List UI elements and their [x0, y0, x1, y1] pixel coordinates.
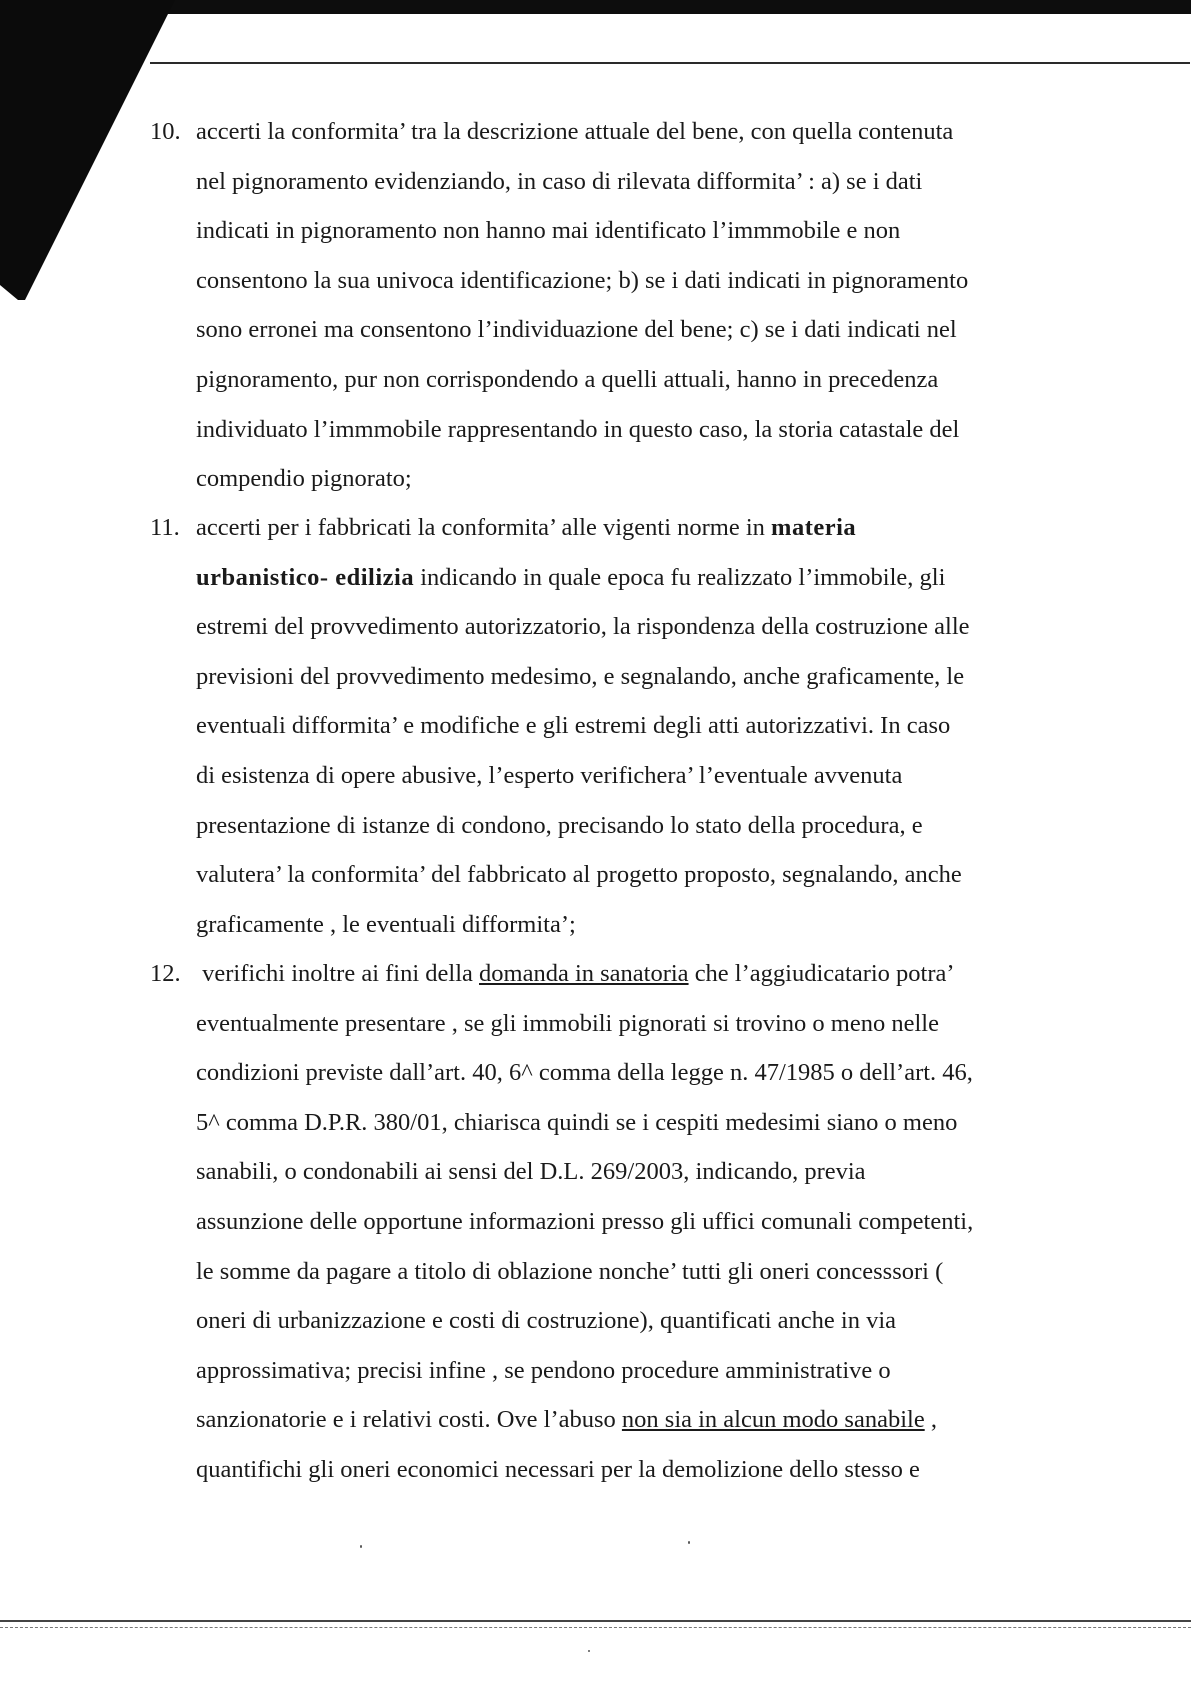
item-number: 11.	[150, 514, 180, 541]
item-12-line: assunzione delle opportune informazioni presso gli uffici comunali competenti,	[196, 1207, 974, 1235]
item-11-line: previsioni del provvedimento medesimo, e segnalando, anche graficamente, le	[196, 662, 965, 690]
scan-speck	[688, 1541, 690, 1544]
item-number: 12.	[150, 960, 181, 987]
item-12-line: oneri di urbanizzazione e costi di costruzione), quantificati anche in via	[196, 1307, 897, 1335]
underlined-term: non sia in alcun modo sanabile	[621, 1406, 925, 1434]
item-number: 10.	[150, 118, 181, 145]
item-10-line: nel pignoramento evidenziando, in caso di rilevata difformita’ : a) se i dati	[196, 167, 923, 195]
item-10-line: consentono la sua univoca identificazione; b) se i dati indicati in pignoramento	[196, 266, 969, 294]
item-12-line: eventualmente presentare , se gli immobili pignorati si trovino o meno nelle	[196, 1009, 939, 1037]
list-item-12	[150, 949, 1110, 1495]
header-rule	[150, 62, 1190, 64]
item-12-line: le somme da pagare a titolo di oblazione nonche’ tutti gli oneri concesssori (	[196, 1257, 944, 1285]
item-10-line: indicati in pignoramento non hanno mai identificato l’immmobile e non	[196, 217, 901, 245]
item-10-line: compendio pignorato;	[196, 465, 412, 493]
item-11-line: urbanistico- edilizia indicando in quale epoca fu realizzato l’immobile, gli	[196, 563, 946, 591]
scan-speck	[588, 1650, 590, 1652]
footer-rule	[0, 1620, 1191, 1622]
list-item-10	[150, 107, 1110, 504]
item-12-line: 12. verifichi inoltre ai fini della domanda in sanatoria che l’aggiudicatario potra’	[150, 949, 1110, 999]
item-12-line: 5^ comma D.P.R. 380/01, chiarisca quindi se i cespiti medesimi siano o meno	[196, 1108, 958, 1136]
item-11-line: di esistenza di opere abusive, l’esperto verifichera’ l’eventuale avvenuta	[196, 761, 903, 789]
item-10-line: sono erronei ma consentono l’individuazione del bene; c) se i dati indicati nel	[196, 316, 957, 344]
item-11-line: valutera’ la conformita’ del fabbricato al progetto proposto, segnalando, anche	[196, 861, 962, 889]
item-11-line: graficamente , le eventuali difformita’;	[196, 910, 576, 938]
list-item-11	[150, 503, 1110, 949]
item-12-line: sanabili, o condonabili ai sensi del D.L. 269/2003, indicando, previa	[196, 1158, 866, 1186]
item-12-line: sanzionatorie e i relativi costi. Ove l’abuso non sia in alcun modo sanabile ,	[196, 1406, 937, 1434]
item-11-line: estremi del provvedimento autorizzatorio, la rispondenza della costruzione alle	[196, 613, 970, 641]
bold-term: materia	[771, 514, 857, 541]
item-10-line: individuato l’immmobile rappresentando in questo caso, la storia catastale del	[196, 415, 960, 443]
item-11-line: eventuali difformita’ e modifiche e gli estremi degli atti autorizzativi. In caso	[196, 712, 951, 740]
item-10-line: 10. accerti la conformita’ tra la descrizione attuale del bene, con quella contenuta	[150, 107, 1110, 157]
scan-speck	[360, 1545, 362, 1548]
item-12-line: condizioni previste dall’art. 40, 6^ comma della legge n. 47/1985 o dell’art. 46,	[196, 1059, 973, 1087]
scan-corner-shadow	[0, 0, 175, 310]
footer-rule-dashed	[0, 1627, 1191, 1629]
underlined-term: domanda in sanatoria	[479, 960, 689, 987]
item-11-line: presentazione di istanze di condono, precisando lo stato della procedura, e	[196, 811, 923, 839]
scan-top-edge	[0, 0, 1191, 14]
item-12-line: quantifichi gli oneri economici necessari per la demolizione dello stesso e	[196, 1455, 920, 1483]
item-12-line: approssimativa; precisi infine , se pendono procedure amministrative o	[196, 1356, 891, 1384]
item-11-line: 11. accerti per i fabbricati la conformita’ alle vigenti norme in materia	[150, 503, 1110, 553]
item-10-line: pignoramento, pur non corrispondendo a quelli attuali, hanno in precedenza	[196, 365, 939, 393]
bold-term: urbanistico- edilizia	[196, 563, 415, 591]
